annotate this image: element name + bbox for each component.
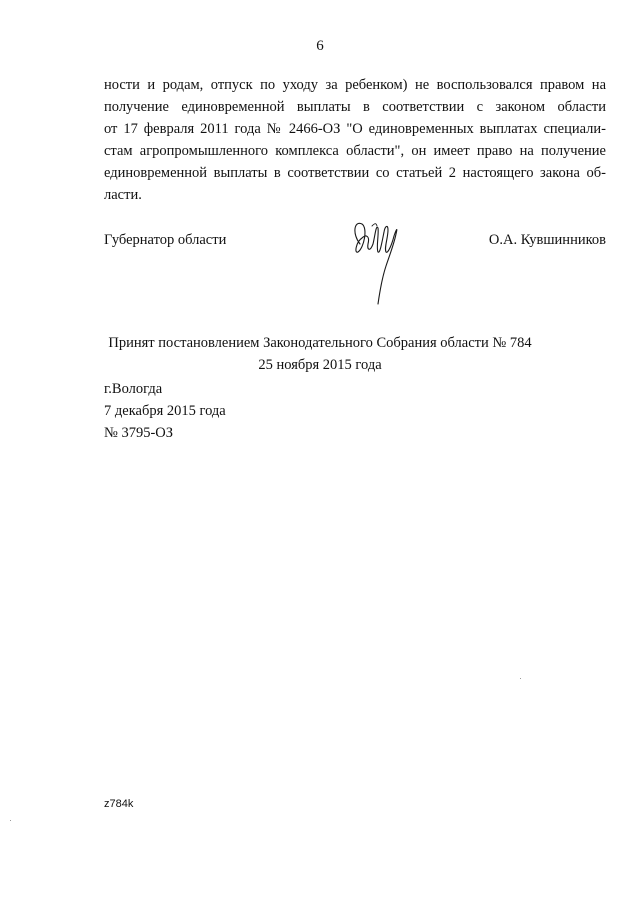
scan-speck — [10, 820, 11, 821]
body-line: стам агропромышленного комплекса области", он имеет право на получение — [104, 143, 606, 159]
page-number: 6 — [316, 38, 324, 54]
adoption-note — [0, 332, 640, 376]
body-paragraph — [104, 74, 606, 206]
place-date-block — [104, 378, 226, 444]
signing-date: 7 декабря 2015 года — [104, 403, 226, 419]
adoption-date: 25 ноября 2015 года — [258, 357, 382, 373]
scan-speck — [520, 678, 521, 679]
footer-code: z784k — [104, 798, 134, 810]
adoption-line: Принят постановлением Законодательного Собрания области № 784 — [108, 335, 532, 351]
signatory-name: О.А. Кувшинников — [488, 232, 606, 248]
body-line: от 17 февраля 2011 года № 2466-ОЗ "О единовременных выплатах специали- — [104, 121, 606, 137]
body-line: единовременной выплаты в соответствии со статьей 2 настоящего закона об- — [104, 165, 606, 181]
signatory-title: Губернатор области — [104, 232, 227, 248]
body-line: ласти. — [104, 187, 142, 203]
law-number: № 3795-ОЗ — [104, 425, 174, 441]
handwritten-signature — [346, 214, 406, 314]
city: г.Вологда — [104, 381, 163, 397]
body-line: получение единовременной выплаты в соответствии с законом области — [104, 99, 606, 115]
body-line: ности и родам, отпуск по уходу за ребенком) не воспользовался правом на — [104, 77, 606, 93]
